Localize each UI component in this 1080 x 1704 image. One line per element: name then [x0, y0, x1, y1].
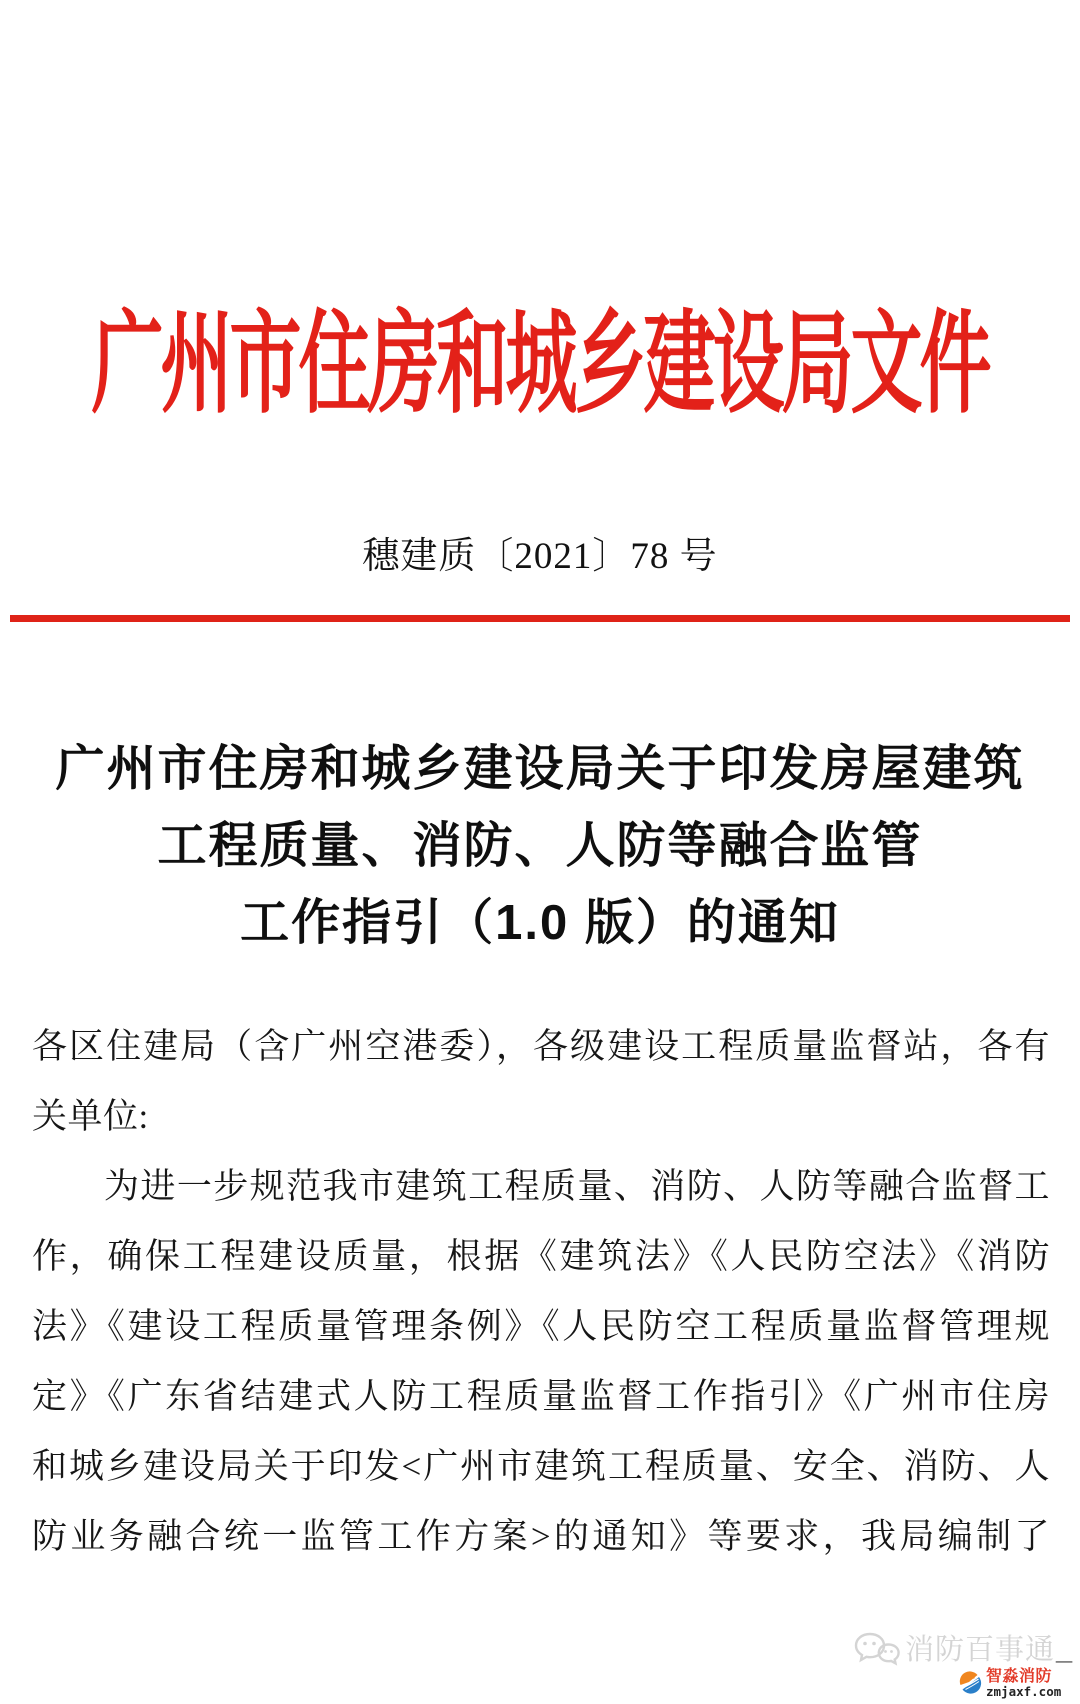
- notice-title: [0, 731, 1080, 962]
- notice-title-line-1: 广州市住房和城乡建设局关于印发房屋建筑: [55, 742, 1025, 796]
- notice-title-line-3: 工作指引（1.0 版）的通知: [240, 896, 840, 950]
- zhimiao-logo-icon: [958, 1670, 982, 1694]
- wechat-bubbles-icon: [854, 1631, 900, 1669]
- zhimiao-logo: [958, 1668, 1061, 1699]
- wechat-watermark: [854, 1630, 1072, 1670]
- paragraph-line-1: 为进一步规范我市建筑工程质量、消防、人防等融合监督工: [104, 1167, 1050, 1206]
- salutation-line-2: 关单位:: [32, 1097, 149, 1136]
- body-text: [32, 1012, 1050, 1572]
- zhimiao-logo-name: 智淼消防: [986, 1668, 1053, 1685]
- zhimiao-logo-site: zmjaxf.com: [986, 1684, 1062, 1699]
- paragraph-line-2: 作，确保工程建设质量，根据《建筑法》《人民防空法》《消防: [32, 1237, 1050, 1276]
- paragraph-line-5: 和城乡建设局关于印发<广州市建筑工程质量、安全、消防、人: [32, 1447, 1050, 1486]
- notice-title-line-2: 工程质量、消防、人防等融合监管: [157, 819, 923, 873]
- paragraph-line-6: 防业务融合统一监管工作方案>的通知》等要求，我局编制了: [32, 1517, 1050, 1556]
- red-divider-line: [10, 615, 1070, 622]
- document-number: 穗建质〔2021〕78 号: [362, 536, 718, 577]
- salutation-line-1: 各区住建局（含广州空港委），各级建设工程质量监督站，各有: [32, 1027, 1050, 1066]
- paragraph-line-3: 法》《建设工程质量管理条例》《人民防空工程质量监督管理规: [32, 1307, 1050, 1346]
- paragraph-line-4: 定》《广东省结建式人防工程质量监督工作指引》《广州市住房: [32, 1377, 1050, 1416]
- letterhead-agency-title: 广州市住房和城乡建设局文件: [91, 302, 989, 427]
- wechat-watermark-underscore: _: [1056, 1633, 1073, 1666]
- wechat-watermark-label: 消防百事通: [905, 1634, 1056, 1666]
- zhimiao-logo-text: [986, 1668, 1061, 1699]
